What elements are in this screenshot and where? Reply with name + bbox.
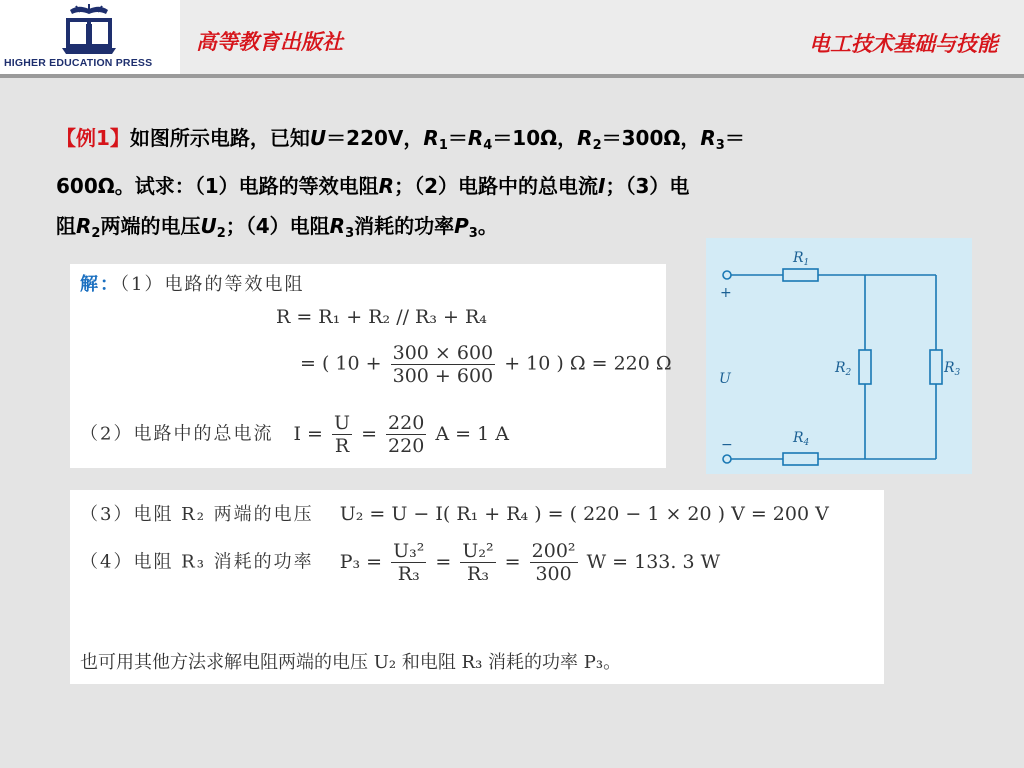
eq-text: I = [293,422,323,445]
publisher-logo [0,0,180,76]
text: ＝300Ω， [601,126,701,150]
equation-voltage: U₂ = U − I( R₁ + R₄ ) = ( 220 − 1 × 20 ) V = 200 V [339,503,829,525]
example-tag: 【例1】 [56,126,130,150]
text: ；（4）电阻 [225,214,330,238]
numerator: 220 [388,412,425,434]
numerator: 200² [531,540,576,562]
solution-panel-1 [70,264,672,468]
step-4 [80,540,720,585]
publisher-name: 高等教育出版社 [196,29,343,54]
text: ＝220V， [326,126,424,150]
sub: 2 [592,138,602,153]
var: P [454,214,469,238]
denominator: R₃ [467,563,489,585]
denominator: 300 + 600 [392,365,494,387]
equation-current: I = $\frac{U}{R}$ = $\frac{220}{220}$ A = 1 A [293,412,509,457]
step-4-label: （4）电阻 R₃ 消耗的功率 [80,551,314,573]
fraction [530,540,578,585]
r3-label: $R_3$ [944,360,961,378]
fraction [391,540,426,585]
sub: 2 [216,226,226,241]
var: R [577,126,593,150]
sub: 3 [345,226,355,241]
header-divider [0,74,1024,78]
u-label: U [719,371,731,387]
equation-equivalent-resistance: R = R₁ + R₂ // R₃ + R₄ [276,306,487,328]
r2-label: $R_2$ [835,360,852,378]
sub: 4 [483,138,493,153]
var: R [378,174,395,198]
fraction [386,412,426,457]
step-2-label: （2）电路中的总电流 [80,423,274,445]
numerator: U₂² [462,540,494,562]
eq-text: A = 1 A [435,422,509,445]
text: 两端的电压 [100,214,201,238]
text: 。 [477,214,498,238]
book-emblem-icon [58,4,120,56]
minus-terminal-label: − [721,437,733,453]
header-bar [0,0,1024,76]
equation-power: P₃ = $\frac{\text{U₃²}}{\text{R₃}}$ = $\frac{\text{U₂²}}{\text{R₃}}$ = $\frac{\text{200²}}{300}$ W = 133. 3 W [339,540,721,585]
logo-text: HIGHER EDUCATION PRESS [4,57,153,69]
text: 阻 [56,214,76,238]
var: R [423,126,439,150]
var: I [598,174,606,198]
text: ；（3）电 [605,174,690,198]
sub: 2 [91,226,101,241]
step-3-label: （3）电阻 R₂ 两端的电压 [80,504,314,525]
text: 如图所示电路，已知 [129,126,310,150]
step-3 [80,500,829,526]
text: ＝10Ω， [492,126,578,150]
r1-label: $R_1$ [793,250,810,268]
r4-label: $R_4$ [793,430,810,448]
var: R [700,126,716,150]
var: U [309,126,327,150]
denominator: R [334,435,350,457]
book-title: 电工技术基础与技能 [809,31,998,56]
eq-text: = ( 10 + [300,352,382,375]
denominator: R₃ [397,563,420,585]
numerator: U₃² [393,540,425,562]
text: 600Ω。试求：（1）电路的等效电阻 [56,174,379,198]
sub: 3 [715,138,725,153]
text: 消耗的功率 [354,214,455,238]
step-1 [80,270,304,296]
denominator: 220 [388,435,425,457]
solution-panel-2 [70,490,884,684]
solution-note: 也可用其他方法求解电阻两端的电压 U₂ 和电阻 R₃ 消耗的功率 P₃。 [80,652,622,673]
step-2 [80,412,509,457]
sub: 3 [468,226,478,241]
text: ＝ [447,126,468,150]
eq-text: + 10 ) Ω = 220 Ω [504,352,672,375]
eq-text: P₃ = [339,550,383,573]
step-1-label: （1）电路的等效电阻 [120,274,305,295]
text: ＝ [724,126,745,150]
var: U [200,214,217,238]
fraction [460,540,495,585]
var: R [76,214,92,238]
fraction [391,342,496,387]
numerator: 300 × 600 [392,342,494,364]
eq-text: W = 133. 3 W [586,550,721,573]
problem-statement [56,118,976,254]
problem-line-1 [56,118,976,166]
denominator: 300 [535,563,572,585]
solution-label: 解： [80,274,120,295]
sub: 1 [438,138,448,153]
plus-terminal-label: + [720,285,732,301]
text: ；（2）电路中的总电流 [394,174,598,198]
equation-resistance-calc [300,342,672,387]
var: R [329,214,346,238]
circuit-diagram [706,238,972,474]
numerator: U [334,412,351,434]
var: R [467,126,484,150]
problem-line-2 [56,166,976,206]
fraction [332,412,352,457]
